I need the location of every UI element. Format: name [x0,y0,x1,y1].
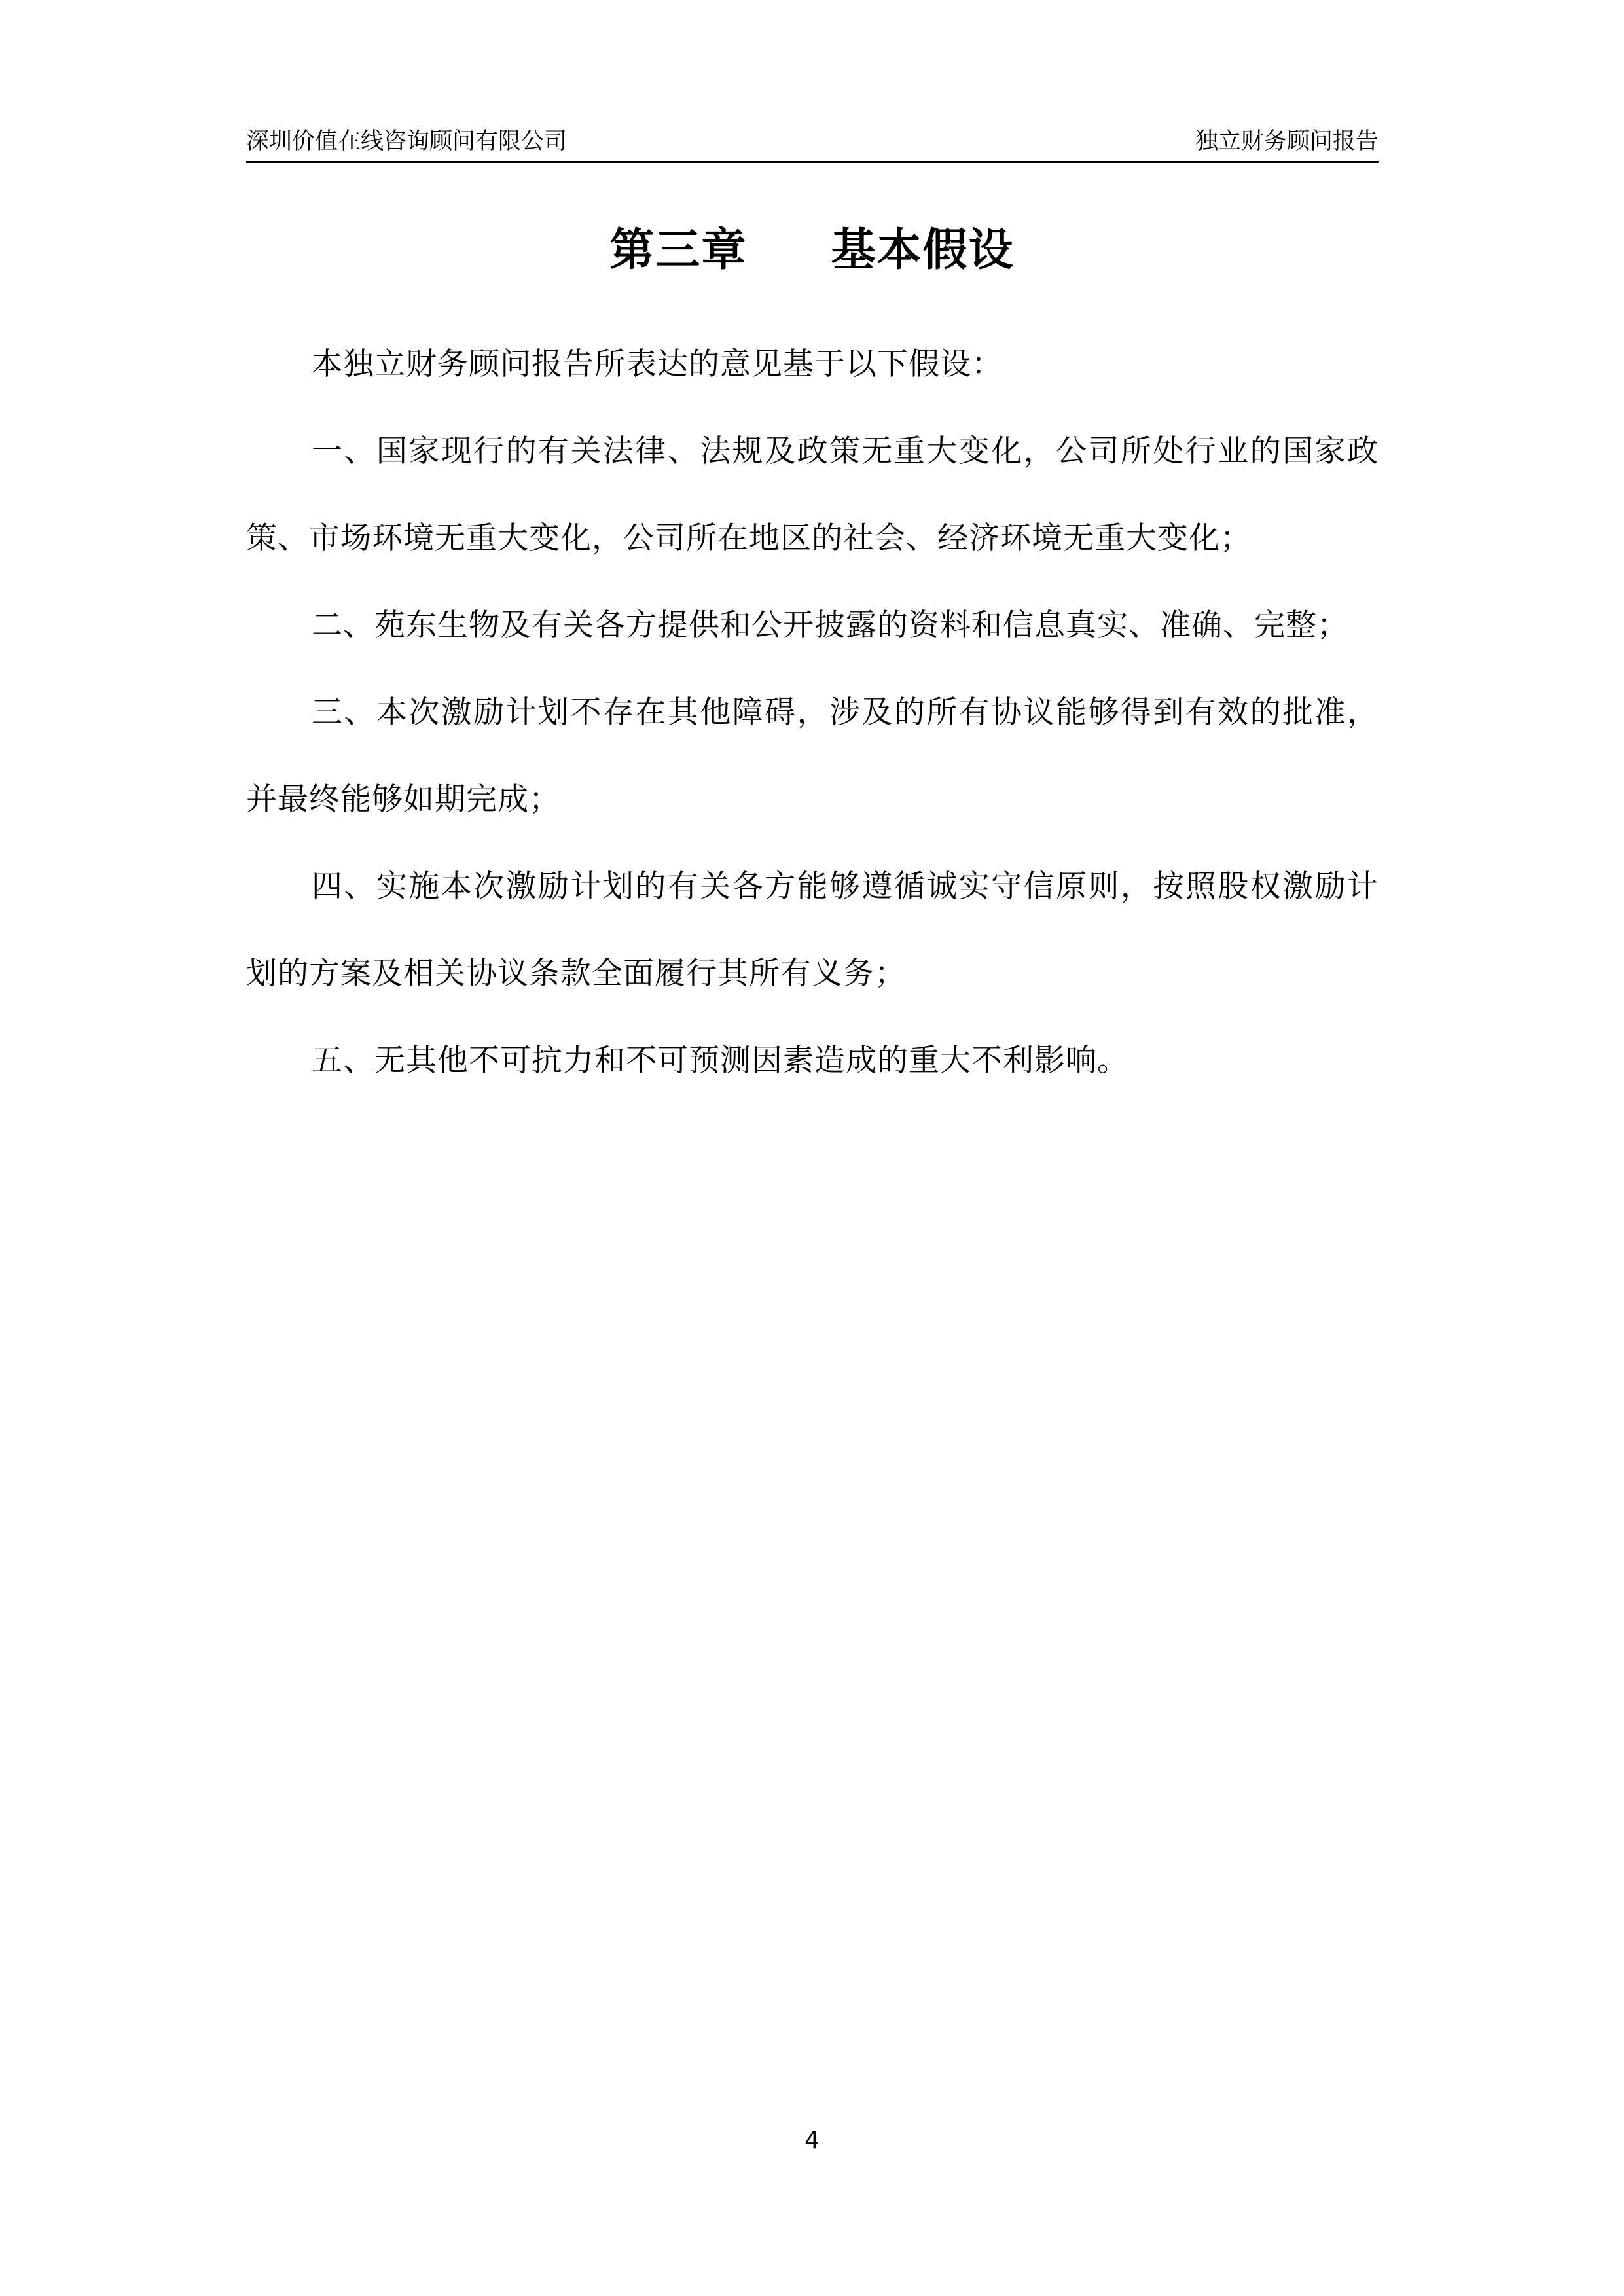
paragraph-assumption-2: 二、苑东生物及有关各方提供和公开披露的资料和信息真实、准确、完整； [312,607,1348,643]
page-header [246,115,1379,163]
document-body [246,321,1379,1104]
paragraph-assumption-3: 三、本次激励计划不存在其他障碍，涉及的所有协议能够得到有效的批准，并最终能够如期完成； [246,694,1379,817]
page-number: 4 [804,2127,820,2154]
paragraph-assumption-4: 四、实施本次激励计划的有关各方能够遵循诚实守信原则，按照股权激励计划的方案及相关协议条款全面履行其所有义务； [246,869,1379,992]
paragraph-assumption-5: 五、无其他不可抗力和不可预测因素造成的重大不利影响。 [312,1043,1128,1079]
paragraph-assumption-1: 一、国家现行的有关法律、法规及政策无重大变化，公司所处行业的国家政策、市场环境无重大变化，公司所在地区的社会、经济环境无重大变化； [246,433,1379,556]
paragraph-intro: 本独立财务顾问报告所表达的意见基于以下假设： [312,346,1003,382]
header-report-type: 独立财务顾问报告 [1195,128,1379,154]
chapter-title: 第三章 基本假设 [609,224,1015,276]
header-company-name: 深圳价值在线咨询顾问有限公司 [246,128,568,154]
